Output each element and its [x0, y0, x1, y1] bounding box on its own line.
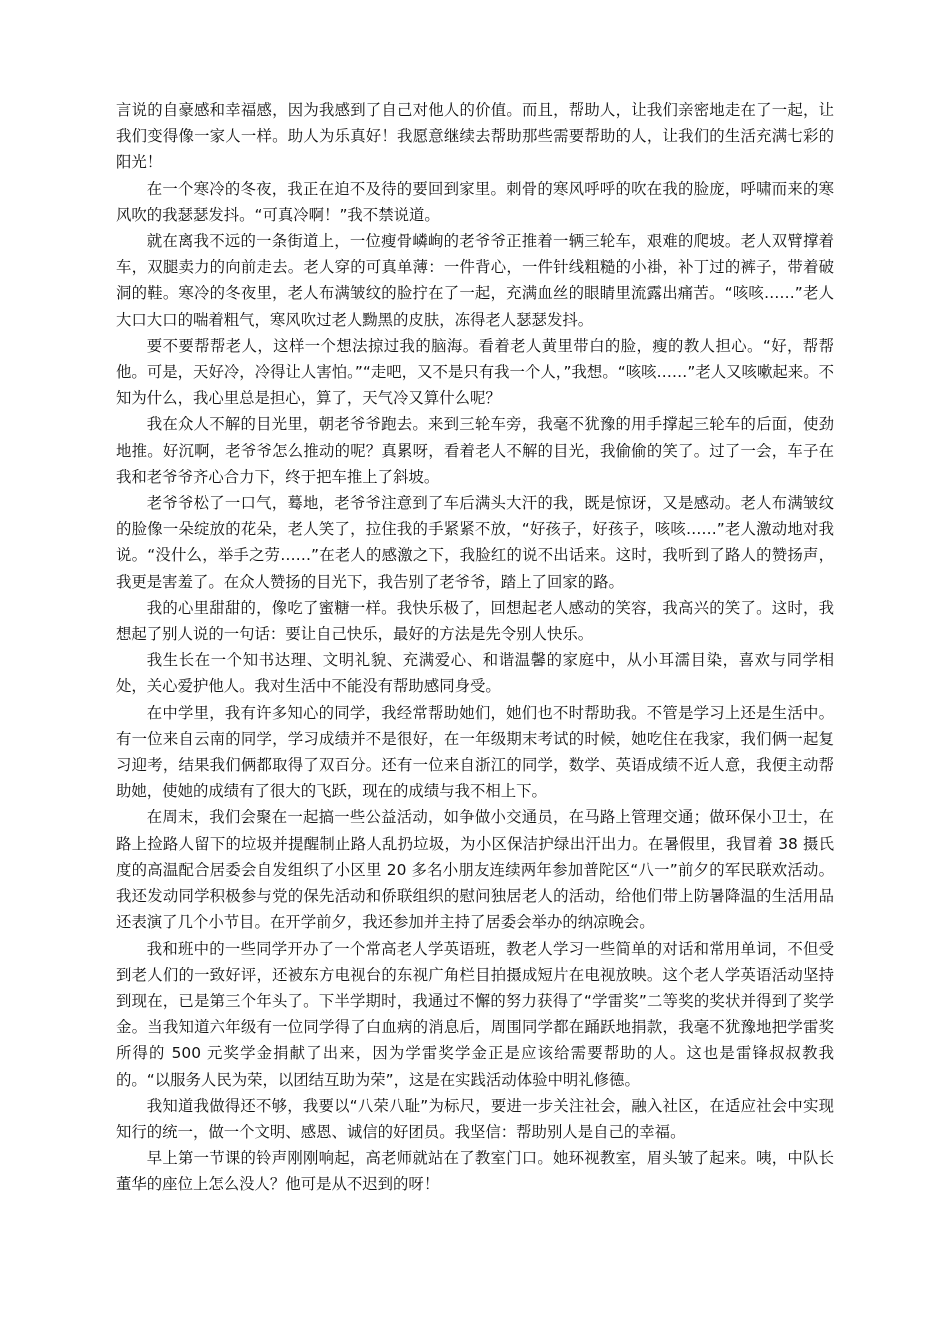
paragraph-5: 我在众人不解的目光里，朝老爷爷跑去。来到三轮车旁，我毫不犹豫的用手撑起三轮车的后面，使劲地推。好沉啊，老爷爷怎么推动的呢？真累呀，看着老人不解的目光，我偷偷的笑了。过了一会，车子在我和老爷爷齐心合力下，终于把车推上了斜坡。	[116, 415, 834, 486]
paragraph-9: 在中学里，我有许多知心的同学，我经常帮助她们，她们也不时帮助我。不管是学习上还是生活中。有一位来自云南的同学，学习成绩并不是很好，在一年级期末考试的时候，她吃住在我家，我们俩一起复习迎考，结果我们俩都取得了双百分。还有一位来自浙江的同学，数学、英语成绩不近人意，我便主动帮助她，使她的成绩有了很大的飞跃，现在的成绩与我不相上下。	[116, 703, 834, 801]
document-body	[116, 97, 834, 1198]
paragraph-4: 要不要帮帮老人，这样一个想法掠过我的脑海。看着老人黄里带白的脸，瘦的教人担心。“好，帮帮他。可是，天好冷，冷得让人害怕。”“走吧，又不是只有我一个人，”我想。“咳咳……”老人又咳嗽起来。不知为什么，我心里总是担心，算了，天气冷又算什么呢？	[116, 336, 834, 408]
paragraph-12: 我知道我做得还不够，我要以“八荣八耻”为标尺，要进一步关注社会，融入社区，在适应社会中实现知行的统一，做一个文明、感恩、诚信的好团员。我坚信：帮助别人是自己的幸福。	[116, 1096, 834, 1141]
paragraph-6: 老爷爷松了一口气，蓦地，老爷爷注意到了车后满头大汗的我，既是惊讶，又是感动。老人布满皱纹的脸像一朵绽放的花朵，老人笑了，拉住我的手紧紧不放，“好孩子，好孩子，咳咳……”老人激动地对我说。“没什么，举手之劳……”在老人的感激之下，我脸红的说不出话来。这时，我听到了路人的赞扬声，我更是害羞了。在众人赞扬的目光下，我告别了老爷爷，踏上了回家的路。	[116, 494, 834, 591]
paragraph-8: 我生长在一个知书达理、文明礼貌、充满爱心、和谐温馨的家庭中，从小耳濡目染，喜欢与同学相处，关心爱护他人。我对生活中不能没有帮助感同身受。	[116, 651, 834, 696]
paragraph-3: 就在离我不远的一条街道上，一位瘦骨嶙峋的老爷爷正推着一辆三轮车，艰难的爬坡。老人双臂撑着车，双腿卖力的向前走去。老人穿的可真单薄：一件背心，一件针线粗糙的小褂，补丁过的裤子，带着破洞的鞋。寒冷的冬夜里，老人布满皱纹的脸拧在了一起，充满血丝的眼睛里流露出痛苦。“咳咳……”老人大口大口的喘着粗气，寒风吹过老人黝黑的皮肤，冻得老人瑟瑟发抖。	[116, 232, 834, 329]
paragraph-10: 在周末，我们会聚在一起搞一些公益活动，如争做小交通员，在马路上管理交通；做环保小卫士，在路上捡路人留下的垃圾并提醒制止路人乱扔垃圾，为小区保洁护绿出汗出力。在暑假里，我冒着 38 摄氏度的高温配合居委会自发组织了小区里 20 多名小朋友连续两年参加普陀区“八一”前夕的军民联欢活动。我还发动同学积极参与党的保先活动和侨联组织的慰问独居老人的活动，给他们带上防暑降温的生活用品还表演了几个小节目。在开学前夕，我还参加并主持了居委会举办的纳凉晚会。	[116, 808, 834, 932]
paragraph-11: 我和班中的一些同学开办了一个常高老人学英语班，教老人学习一些简单的对话和常用单词，不但受到老人们的一致好评，还被东方电视台的东视广角栏目拍摄成短片在电视放映。这个老人学英语活动坚持到现在，已是第三个年头了。下半学期时，我通过不懈的努力获得了“学雷奖”二等奖的奖状并得到了奖学金。当我知道六年级有一位同学得了白血病的消息后，周围同学都在踊跃地捐款，我毫不犹豫地把学雷奖所得的 500 元奖学金捐献了出来，因为学雷奖学金正是应该给需要帮助的人。这也是雷锋叔叔教我的。“以服务人民为荣，以团结互助为荣”，这是在实践活动体验中明礼修德。	[116, 939, 834, 1089]
paragraph-7: 我的心里甜甜的，像吃了蜜糖一样。我快乐极了，回想起老人感动的笑容，我高兴的笑了。这时，我想起了别人说的一句话：要让自己快乐，最好的方法是先令别人快乐。	[116, 598, 834, 644]
paragraph-2: 在一个寒冷的冬夜，我正在迫不及待的要回到家里。刺骨的寒风呼呼的吹在我的脸庞，呼啸而来的寒风吹的我瑟瑟发抖。“可真冷啊！”我不禁说道。	[116, 179, 834, 224]
paragraph-13: 早上第一节课的铃声刚刚响起，高老师就站在了教室门口。她环视教室，眉头皱了起来。咦，中队长董华的座位上怎么没人？他可是从不迟到的呀！	[116, 1149, 834, 1194]
paragraph-1: 言说的自豪感和幸福感，因为我感到了自己对他人的价值。而且，帮助人，让我们亲密地走在了一起，让我们变得像一家人一样。助人为乐真好！我愿意继续去帮助那些需要帮助的人，让我们的生活充满七彩的阳光！	[116, 101, 834, 172]
